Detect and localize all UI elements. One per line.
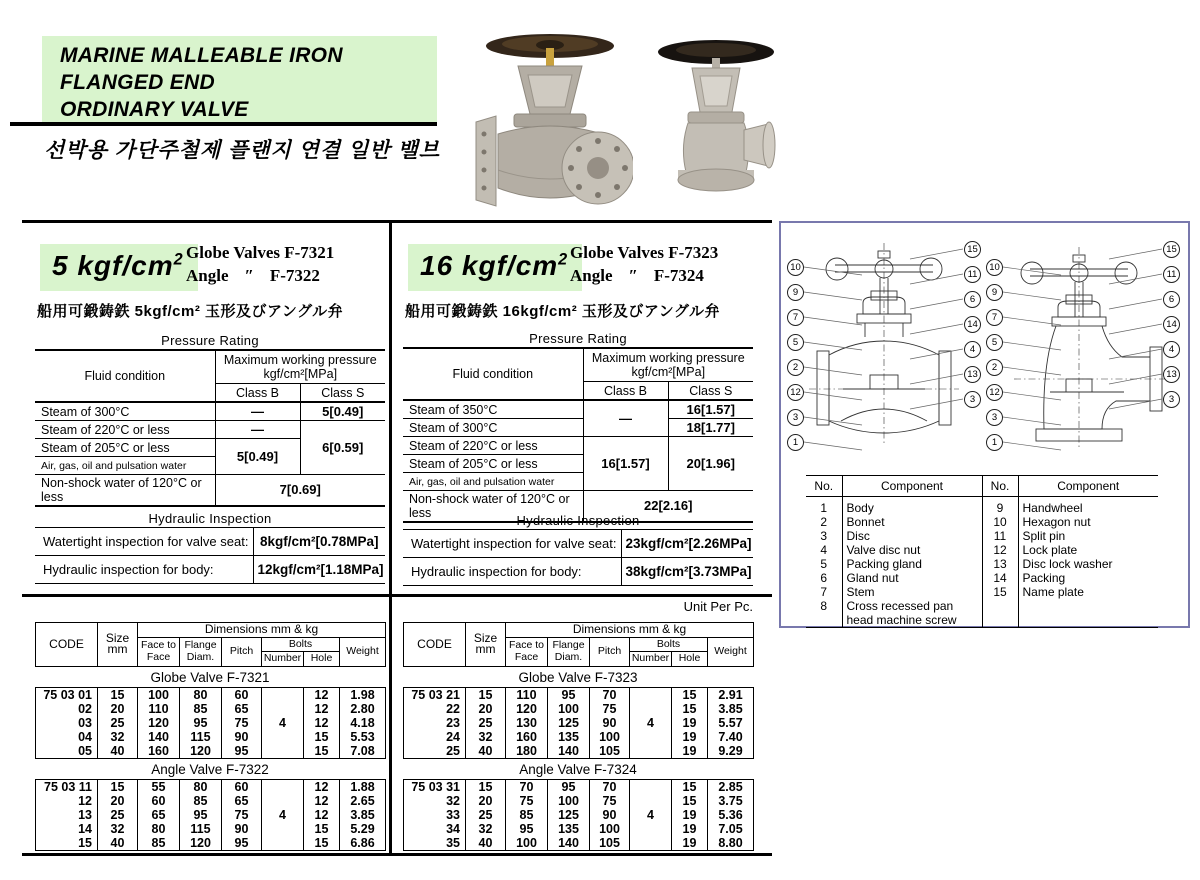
dims-row: 75 03 01 15 100 80 60 4 12 1.98	[36, 687, 386, 702]
rating-badge-16kgf-text: 16 kgf/cm	[420, 250, 559, 281]
diagram-callout: 3	[787, 409, 804, 426]
diagram-callout: 14	[1163, 316, 1180, 333]
hydraulic-row-value: 8kgf/cm²[0.78MPa]	[253, 528, 385, 556]
diagram-callout: 1	[787, 434, 804, 451]
diagram-callout: 12	[986, 384, 1003, 401]
diagram-callout: 13	[964, 366, 981, 383]
angle-valve-photo	[648, 32, 793, 202]
valve-codes-16kgf	[570, 241, 718, 287]
code-cell: 75 03 31	[404, 779, 466, 794]
dims-row: 24 32 160 135 100 19 7.40	[404, 730, 754, 744]
component-row: 2 Bonnet 10 Hexagon nut	[806, 515, 1158, 529]
globe-valve-photo	[468, 20, 633, 210]
col-max-working-pressure: Maximum working pressure kgf/cm²[MPa]	[583, 348, 753, 382]
title-underline	[10, 122, 437, 126]
dims-row: 75 03 11 15 55 80 60 4 12 1.88	[36, 779, 386, 794]
fluid-row-label: Air, gas, oil and pulsation water	[403, 473, 583, 491]
diagram-callout: 5	[787, 334, 804, 351]
component-list	[806, 475, 1158, 628]
dims-body-table	[403, 779, 754, 851]
globe-valves-code: F-7323	[668, 243, 719, 262]
diagram-callout: 6	[1163, 291, 1180, 308]
code-cell: 14	[36, 822, 98, 836]
dims-row: 35 40 100 140 105 19 8.80	[404, 836, 754, 851]
fluid-row-label: Non-shock water of 120°C or less	[35, 475, 215, 507]
rating-badge-5kgf	[40, 244, 198, 291]
rating-badge-5kgf-sup: 2	[173, 250, 184, 269]
diagram-callout: 5	[986, 334, 1003, 351]
diagram-callout: 11	[964, 266, 981, 283]
valve-codes-5kgf	[186, 241, 334, 287]
code-cell: 02	[36, 702, 98, 716]
content-top-rule	[22, 220, 772, 223]
diagram-callout: 2	[986, 359, 1003, 376]
angle-valve-diagram	[984, 229, 1182, 464]
diagram-callout: 14	[964, 316, 981, 333]
diagram-callout: 4	[1163, 341, 1180, 358]
code-cell: 24	[404, 730, 466, 744]
diagram-callout: 6	[964, 291, 981, 308]
pressure-rating-table-16kgf	[403, 347, 753, 523]
callout-leader-lines	[785, 229, 983, 464]
diagram-callout: 13	[1163, 366, 1180, 383]
fluid-row-label: Steam of 350°C	[403, 400, 583, 419]
col-class-s: Class S	[668, 382, 753, 401]
hydraulic-row-label: Watertight inspection for valve seat:	[403, 530, 621, 558]
globe-valves-label: Globe Valves	[186, 243, 280, 262]
diagram-callout: 3	[1163, 391, 1180, 408]
globe-valves-code: F-7321	[284, 243, 335, 262]
fluid-row-label: Steam of 220°C or less	[35, 421, 215, 439]
rating-badge-16kgf	[408, 244, 582, 291]
dims-row: 22 20 120 100 75 15 3.85	[404, 702, 754, 716]
dims-row: 34 32 95 135 100 19 7.05	[404, 822, 754, 836]
bolts-number-cell: 4	[630, 779, 672, 850]
col-class-b: Class B	[583, 382, 668, 401]
diagram-callout: 3	[986, 409, 1003, 426]
code-cell: 05	[36, 744, 98, 759]
fluid-row-label: Steam of 205°C or less	[35, 439, 215, 457]
col-max-working-pressure: Maximum working pressure kgf/cm²[MPa]	[215, 350, 385, 384]
pressure-value: 7[0.69]	[215, 475, 385, 507]
dims-row: 12 20 60 85 65 12 2.65	[36, 794, 386, 808]
component-row: 8 Cross recessed pan head machine screw	[806, 599, 1158, 628]
jp-caption-16kgf: 船用可鍛鋳鉄 16kgf/cm² 玉形及びアングル弁	[405, 303, 721, 320]
component-row: 6 Gland nut 14 Packing	[806, 571, 1158, 585]
dims-row: 25 40 180 140 105 19 9.29	[404, 744, 754, 759]
code-cell: 12	[36, 794, 98, 808]
diagram-callout: 11	[1163, 266, 1180, 283]
page-title	[42, 36, 437, 122]
dims-body-table	[403, 687, 754, 759]
fluid-row-label: Steam of 300°C	[403, 419, 583, 437]
fluid-row-label: Non-shock water of 120°C or less	[403, 491, 583, 523]
page-title-line-1: MARINE MALLEABLE IRON	[60, 44, 343, 67]
hydraulic-inspection-table-16kgf	[403, 529, 753, 586]
pressure-rating-title-5kgf: Pressure Rating	[161, 333, 259, 348]
hydraulic-row-value: 12kgf/cm²[1.18MPa]	[253, 556, 385, 584]
pressure-value: —	[215, 402, 300, 421]
dims-group-title: Globe Valve F-7321	[150, 669, 270, 685]
fluid-row-label: Steam of 220°C or less	[403, 437, 583, 455]
hydraulic-row-label: Hydraulic inspection for body:	[403, 558, 621, 586]
diagram-callout: 10	[787, 259, 804, 276]
code-cell: 04	[36, 730, 98, 744]
dims-body-table	[35, 779, 386, 851]
code-cell: 22	[404, 702, 466, 716]
code-cell: 75 03 21	[404, 687, 466, 702]
bolts-number-cell: 4	[630, 687, 672, 758]
code-cell: 25	[404, 744, 466, 759]
code-cell: 03	[36, 716, 98, 730]
dims-row: 33 25 85 125 90 19 5.36	[404, 808, 754, 822]
pressure-value: 16[1.57]	[583, 437, 668, 491]
dims-header-table: CODE Size mm Dimensions mm & kg Face to Face Flange Diam. Pitch Bolts Weight Number Hole	[35, 622, 386, 667]
pressure-value: —	[583, 400, 668, 437]
pressure-value: 5[0.49]	[215, 439, 300, 475]
dims-row: 03 25 120 95 75 12 4.18	[36, 716, 386, 730]
code-cell: 75 03 11	[36, 779, 98, 794]
callout-leader-lines	[984, 229, 1182, 464]
pressure-rating-table-5kgf	[35, 349, 385, 507]
ditto-mark: ″	[244, 266, 254, 285]
unit-per-pc-note: Unit Per Pc.	[683, 599, 753, 614]
hydraulic-row-value: 23kgf/cm²[2.26MPa]	[621, 530, 753, 558]
hydraulic-row-label: Hydraulic inspection for body:	[35, 556, 253, 584]
diagram-callout: 7	[986, 309, 1003, 326]
code-cell: 33	[404, 808, 466, 822]
code-cell: 15	[36, 836, 98, 851]
dims-row: 75 03 31 15 70 95 70 4 15 2.85	[404, 779, 754, 794]
diagram-callout: 9	[986, 284, 1003, 301]
content-mid-rule	[22, 594, 772, 597]
rating-badge-5kgf-text: 5 kgf/cm	[52, 250, 174, 281]
rating-badge-16kgf-sup: 2	[558, 250, 569, 269]
globe-valve-diagram	[785, 229, 983, 464]
component-row: 1 Body 9 Handwheel	[806, 497, 1158, 516]
hydraulic-row-label: Watertight inspection for valve seat:	[35, 528, 253, 556]
diagram-callout: 12	[787, 384, 804, 401]
globe-valves-label: Globe Valves	[570, 243, 664, 262]
dims-body-table	[35, 687, 386, 759]
diagram-callout: 4	[964, 341, 981, 358]
hydraulic-row-value: 38kgf/cm²[3.73MPa]	[621, 558, 753, 586]
ditto-mark: ″	[628, 266, 638, 285]
dims-header-table: CODE Size mm Dimensions mm & kg Face to Face Flange Diam. Pitch Bolts Weight Number Hole	[403, 622, 754, 667]
angle-valves-label: Angle	[570, 266, 613, 285]
pressure-value: 18[1.77]	[668, 419, 753, 437]
diagram-callout: 15	[964, 241, 981, 258]
diagram-callout: 10	[986, 259, 1003, 276]
pressure-value: 6[0.59]	[300, 421, 385, 475]
dims-row: 13 25 65 95 75 12 3.85	[36, 808, 386, 822]
column-divider	[389, 220, 392, 856]
code-cell: 32	[404, 794, 466, 808]
dims-row: 05 40 160 120 95 15 7.08	[36, 744, 386, 759]
diagram-callout: 3	[964, 391, 981, 408]
content-bottom-rule	[22, 853, 772, 856]
component-table	[806, 475, 1158, 628]
fluid-row-label: Steam of 205°C or less	[403, 455, 583, 473]
page-title-line-3: ORDINARY VALVE	[60, 98, 249, 121]
code-cell: 35	[404, 836, 466, 851]
jp-caption-5kgf: 船用可鍛鋳鉄 5kgf/cm² 玉形及びアングル弁	[37, 303, 344, 320]
component-row: 5 Packing gland 13 Disc lock washer	[806, 557, 1158, 571]
hydraulic-inspection-table-5kgf	[35, 527, 385, 584]
code-cell: 75 03 01	[36, 687, 98, 702]
col-fluid-condition: Fluid condition	[35, 350, 215, 402]
dims-row: 14 32 80 115 90 15 5.29	[36, 822, 386, 836]
diagram-callout: 7	[787, 309, 804, 326]
page-title-line-2: FLANGED END	[60, 71, 215, 94]
bolts-number-cell: 4	[262, 687, 304, 758]
dims-row: 04 32 140 115 90 15 5.53	[36, 730, 386, 744]
col-fluid-condition: Fluid condition	[403, 348, 583, 400]
component-header-row: No. Component No. Component	[806, 476, 1158, 497]
pressure-value: 16[1.57]	[668, 400, 753, 419]
hydraulic-inspection-title-16kgf: Hydraulic Inspection	[516, 513, 640, 528]
component-row: 7 Stem 15 Name plate	[806, 585, 1158, 599]
code-cell: 23	[404, 716, 466, 730]
dims-group-title: Angle Valve F-7322	[151, 761, 269, 777]
col-class-b: Class B	[215, 384, 300, 403]
component-row: 3 Disc 11 Split pin	[806, 529, 1158, 543]
dims-row: 23 25 130 125 90 19 5.57	[404, 716, 754, 730]
dims-group-title: Globe Valve F-7323	[518, 669, 638, 685]
dims-row: 15 40 85 120 95 15 6.86	[36, 836, 386, 851]
dims-group-title: Angle Valve F-7324	[519, 761, 637, 777]
diagram-panel	[779, 221, 1190, 628]
code-cell: 34	[404, 822, 466, 836]
component-row: 4 Valve disc nut 12 Lock plate	[806, 543, 1158, 557]
dims-row: 75 03 21 15 110 95 70 4 15 2.91	[404, 687, 754, 702]
diagram-callout: 2	[787, 359, 804, 376]
dims-row: 32 20 75 100 75 15 3.75	[404, 794, 754, 808]
dims-row: 02 20 110 85 65 12 2.80	[36, 702, 386, 716]
code-cell: 13	[36, 808, 98, 822]
diagram-callout: 9	[787, 284, 804, 301]
hydraulic-inspection-title-5kgf: Hydraulic Inspection	[148, 511, 272, 526]
pressure-value: 22[2.16]	[583, 491, 753, 523]
diagram-callout: 1	[986, 434, 1003, 451]
bolts-number-cell: 4	[262, 779, 304, 850]
pressure-rating-title-16kgf: Pressure Rating	[529, 331, 627, 346]
fluid-row-label: Steam of 300°C	[35, 402, 215, 421]
fluid-row-label: Air, gas, oil and pulsation water	[35, 457, 215, 475]
diagram-callout: 15	[1163, 241, 1180, 258]
angle-valves-label: Angle	[186, 266, 229, 285]
pressure-value: —	[215, 421, 300, 439]
pressure-value: 20[1.96]	[668, 437, 753, 491]
angle-valves-code: F-7324	[653, 266, 704, 285]
col-class-s: Class S	[300, 384, 385, 403]
subtitle-korean: 선박용 가단주철제 플랜지 연결 일반 밸브	[44, 139, 441, 162]
angle-valves-code: F-7322	[269, 266, 320, 285]
pressure-value: 5[0.49]	[300, 402, 385, 421]
dimensions-table-16kgf	[403, 622, 753, 851]
dimensions-table-5kgf	[35, 622, 385, 851]
